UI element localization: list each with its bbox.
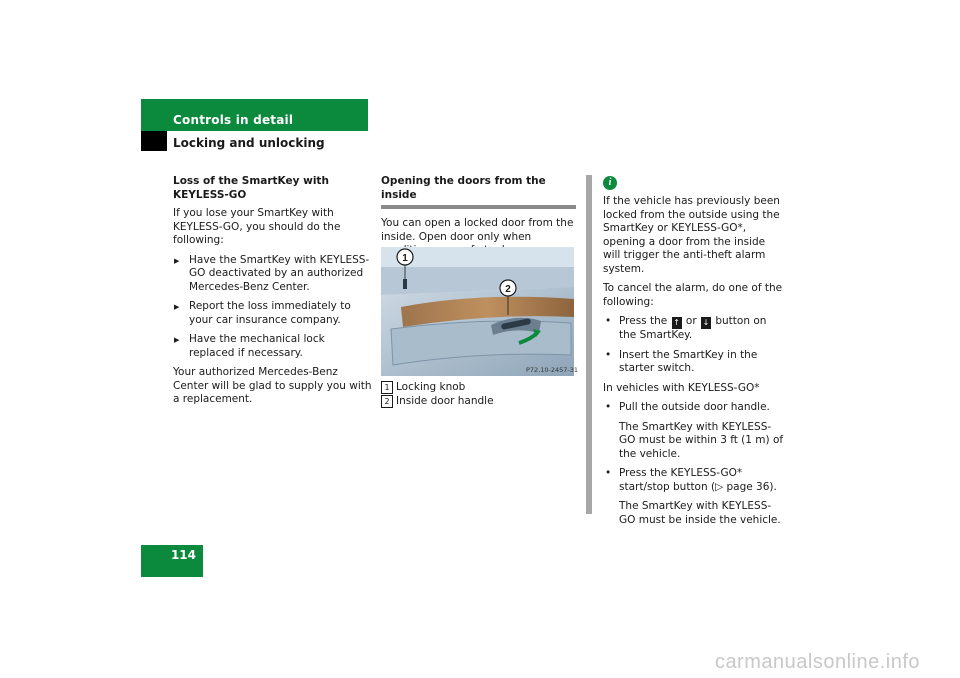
cancel-options [603, 315, 785, 376]
loss-outro: Your authorized Mercedes-Benz Center will be glad to supply you with a replacement. [173, 366, 372, 405]
loss-heading: Loss of the SmartKey with KEYLESS-GO [173, 175, 329, 201]
list-item [603, 315, 785, 343]
lock-icon: ↓ [702, 318, 710, 327]
text: Pull the outside door handle. [619, 401, 770, 413]
section-title: Controls in detail [173, 113, 294, 127]
keyless-options [603, 401, 785, 527]
opening-heading: Opening the doors from the inside [381, 175, 576, 209]
note: The SmartKey with KEYLESS-GO must be inside the vehicle. [619, 500, 781, 526]
page-number: 114 [170, 548, 196, 562]
list-item: ▶ Have the mechanical lock replaced if necessary. [173, 333, 373, 360]
info-intro: If the vehicle has previously been locked from the outside using the SmartKey or KEYLESS-GO*, opening a door from the inside will trigger the anti-theft alarm system. [603, 195, 780, 275]
list-item [603, 467, 785, 527]
column-info-note [603, 177, 785, 533]
watermark: carmanualsonline.info [714, 651, 920, 673]
text: Press the KEYLESS-GO* start/stop button (▷ page 36). [619, 467, 777, 493]
unlock-icon: ↑ [673, 318, 680, 327]
callout-label: Inside door handle [396, 395, 494, 407]
callout-label: Locking knob [396, 381, 466, 393]
legend-item-locking-knob [381, 380, 494, 394]
list-item: ▶ Have the SmartKey with KEYLESS-GO deactivated by an authorized Mercedes-Benz Center. [173, 254, 373, 295]
list-item: • Insert the SmartKey in the starter switch. [603, 349, 785, 376]
column-loss-of-smartkey [173, 175, 373, 413]
keyless-intro: In vehicles with KEYLESS-GO* [603, 381, 760, 394]
note: The SmartKey with KEYLESS-GO must be within 3 ft (1 m) of the vehicle. [619, 420, 784, 460]
svg-text:2: 2 [505, 284, 511, 295]
callout-number: 2 [381, 395, 393, 408]
callout-number: 1 [381, 381, 393, 394]
list-item: ▶ Report the loss immediately to your car insurance company. [173, 300, 373, 327]
section-tab-marker [141, 131, 167, 151]
opening-intro: You can open a locked door from the inside. Open door only when [381, 217, 574, 243]
svg-text:1: 1 [402, 253, 408, 264]
info-icon: i [603, 176, 617, 190]
legend-item-inside-door-handle [381, 394, 494, 408]
loss-intro: If you lose your SmartKey with KEYLESS-GO, you should do the following: [173, 207, 341, 246]
loss-steps [173, 254, 373, 361]
text: or [685, 315, 697, 327]
figure-code: P72.10-2457-31 [526, 366, 579, 374]
text: button on the SmartKey. [619, 315, 767, 341]
figure-legend [381, 380, 494, 408]
subsection-title: Locking and unlocking [173, 136, 325, 150]
list-item [603, 401, 785, 461]
door-interior-figure [381, 247, 574, 376]
text: Press the [619, 315, 668, 327]
cancel-intro: To cancel the alarm, do one of the following: [603, 282, 783, 308]
info-sidebar-rule [586, 175, 592, 514]
